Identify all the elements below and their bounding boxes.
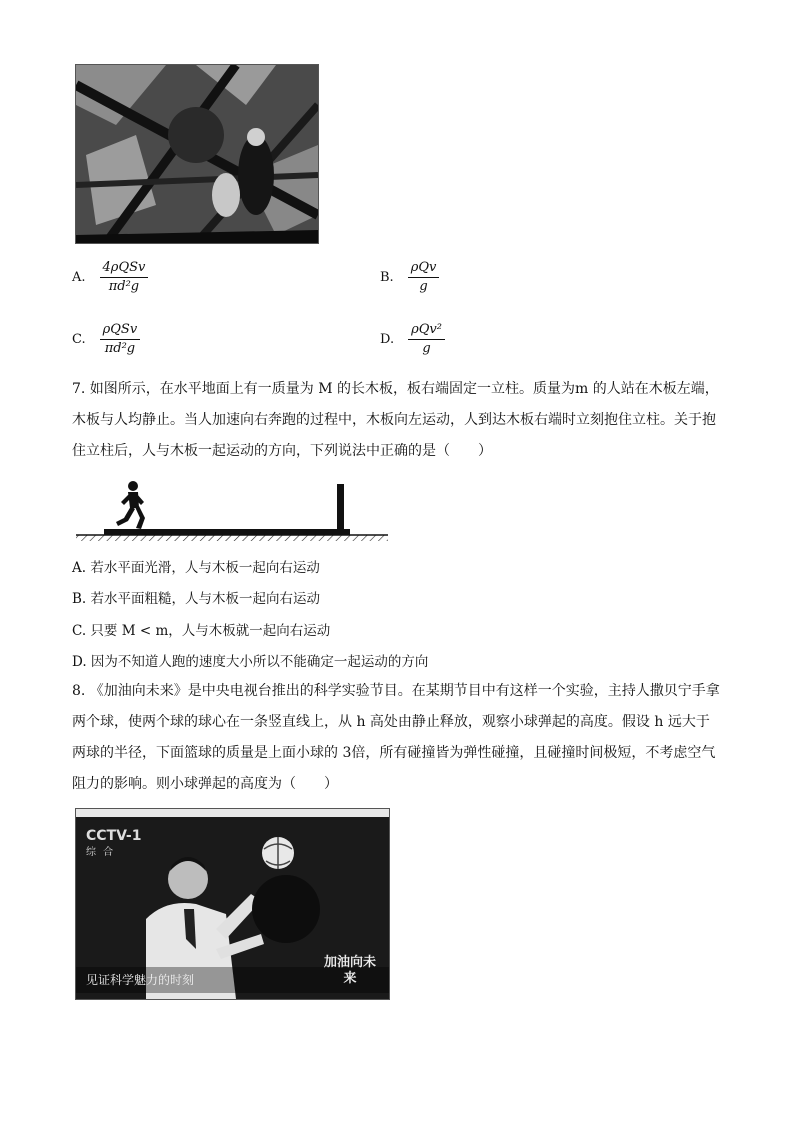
fraction-denominator: πd²g <box>104 341 136 357</box>
q7-option-c[interactable]: C. 只要 M < m，人与木板就一起向右运动 <box>72 623 331 639</box>
ground-hatch <box>76 535 388 541</box>
option-letter: D. <box>380 332 395 348</box>
option-letter: B. <box>380 270 394 286</box>
question-8-text: 8. 《加油向未来》是中央电视台推出的科学实验节目。在某期节目中有这样一个实验，主持人撒贝宁手拿两个球，使两个球的球心在一条竖直线上，从 h 高处由静止释放，观察小球弹起的高度。假设 h 远大于两球的半径，下面篮球的质量是上面小球的 3倍，所有碰撞皆为弹性碰撞，且碰撞时间极短，不考虑空气阻力的影响。则小球弹起的高度为（ ） <box>72 683 720 792</box>
show-logo: 加油向未来 <box>323 955 376 986</box>
fraction-numerator: ρQv <box>408 260 440 278</box>
ride-photo <box>75 64 319 244</box>
q6-option-d[interactable] <box>380 322 445 358</box>
q7-option-a[interactable]: A. 若水平面光滑，人与木板一起向右运动 <box>72 560 320 576</box>
q6-option-b[interactable] <box>380 260 439 296</box>
tv-caption: 见证科学魅力的时刻 <box>86 973 195 987</box>
plank <box>104 529 350 535</box>
option-letter: A. <box>72 270 86 286</box>
fraction <box>408 322 445 358</box>
channel-name: CCTV-1 <box>86 828 142 844</box>
basketball-icon <box>252 875 320 943</box>
q6-option-a[interactable] <box>72 260 148 296</box>
option-letter: C. <box>72 332 86 348</box>
q7-figure <box>76 478 396 542</box>
fraction-denominator: g <box>422 341 431 357</box>
fraction-denominator: g <box>419 279 428 295</box>
fraction-numerator: 4ρQSv <box>100 260 149 278</box>
fraction-numerator: ρQSv <box>100 322 141 340</box>
runner-icon <box>116 481 145 529</box>
q7-option-d[interactable]: D. 因为不知道人跑的速度大小所以不能确定一起运动的方向 <box>72 654 429 670</box>
fraction-denominator: πd²g <box>108 279 140 295</box>
q6-option-c[interactable] <box>72 322 140 358</box>
fraction <box>100 260 149 296</box>
ride-photo-graphic <box>76 65 318 243</box>
channel-sub: 综 合 <box>86 847 116 858</box>
tv-photo <box>75 808 390 1000</box>
fraction-numerator: ρQv² <box>408 322 445 340</box>
q7-option-b[interactable]: B. 若水平面粗糙，人与木板一起向右运动 <box>72 591 321 607</box>
fraction <box>100 322 141 358</box>
question-7-text: 7. 如图所示，在水平地面上有一质量为 M 的长木板，板右端固定一立柱。质量为m 的人站在木板左端，木板与人均静止。当人加速向右奔跑的过程中，木板向左运动，人到达木板右端时立刻抱住立柱。关于抱住立柱后，人与木板一起运动的方向，下列说法中正确的是（ ） <box>72 381 719 459</box>
fraction <box>408 260 440 296</box>
post <box>337 484 344 530</box>
plank-diagram <box>76 478 396 542</box>
